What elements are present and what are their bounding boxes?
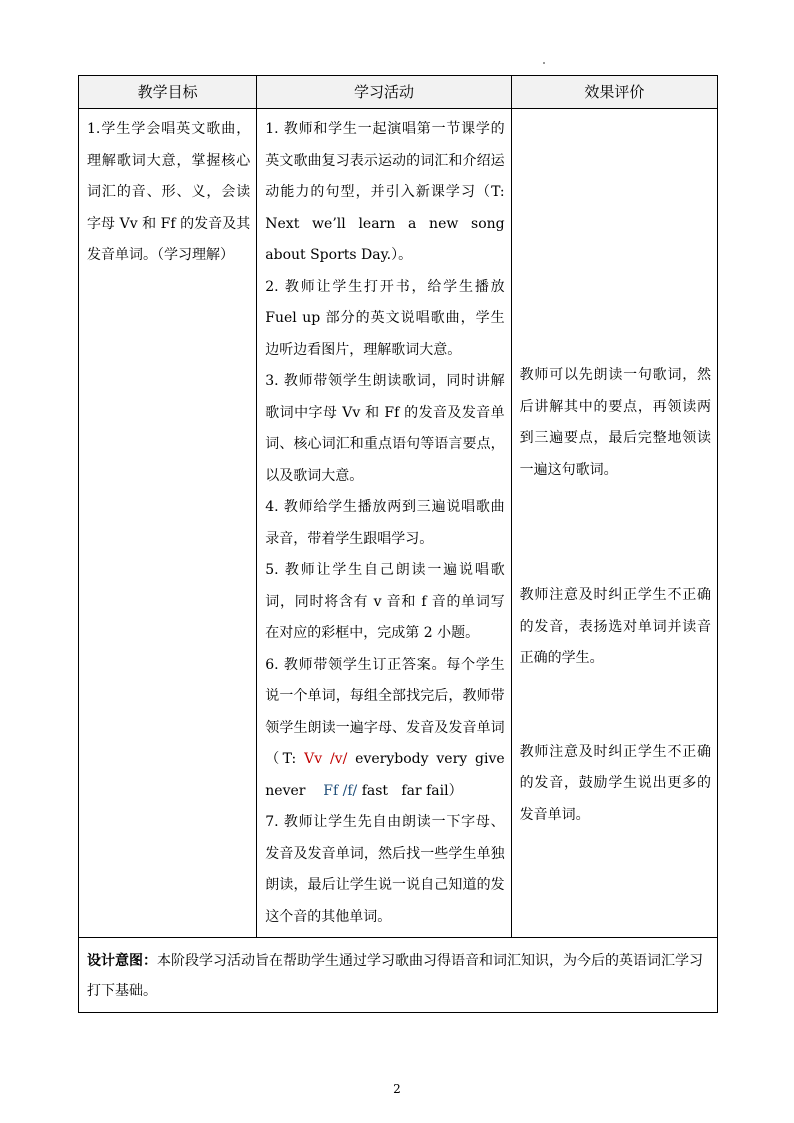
f-word-far: far	[401, 782, 422, 799]
lesson-plan-table	[78, 75, 718, 1013]
activity-2: 2. 教师让学生打开书，给学生播放 Fuel up 部分的英文说唱歌曲，学生边听边看图片，理解歌词大意。	[265, 278, 505, 358]
f-word-fast: fast	[361, 782, 389, 799]
header-objective: 教学目标	[79, 76, 257, 109]
activity-4: 4. 教师给学生播放两到三遍说唱歌曲录音，带着学生跟唱学习。	[265, 499, 505, 547]
scan-dot	[543, 62, 545, 64]
table-header-row	[79, 76, 718, 109]
evaluation-3: 教师注意及时纠正学生不正确的发音，鼓励学生说出更多的发音单词。	[519, 743, 711, 823]
table-body-row	[79, 109, 718, 938]
page-number: 2	[393, 1082, 401, 1096]
objective-cell	[79, 109, 257, 938]
activity-6-text: 6. 教师带领学生订正答案。每个学生说一个单词，每组全部找完后，教师带领学生朗读一遍字母、发音及发音单词（T:	[265, 656, 505, 767]
header-activities: 学习活动	[257, 76, 511, 109]
objective-text: 1.学生学会唱英文歌曲，理解歌词大意，掌握核心词汇的音、形、义，会读字母 Vv 和 Ff 的发音及其发音单词。（学习理解）	[87, 121, 251, 263]
activities-cell	[257, 109, 511, 938]
design-intent-cell	[79, 938, 718, 1013]
design-row	[79, 938, 718, 1013]
design-text: 本阶段学习活动旨在帮助学生通过学习歌曲习得语音和词汇知识，为今后的英语词汇学习打下基础。	[87, 953, 703, 999]
activity-5: 5. 教师让学生自己朗读一遍说唱歌词，同时将含有 v 音和 f 音的单词写在对应的彩框中，完成第 2 小题。	[265, 562, 505, 641]
activity-3: 3. 教师带领学生朗读歌词，同时讲解歌词中字母 Vv 和 Ff 的发音及发音单词、核心词汇和重点语句等语言要点，以及歌词大意。	[265, 373, 505, 484]
f-word-fail: fail	[426, 782, 449, 799]
evaluation-1: 教师可以先朗读一句歌词，然后讲解其中的要点，再领读两到三遍要点，最后完整地领读一遍这句歌词。	[519, 367, 711, 478]
activity-6-close: ）	[448, 782, 463, 799]
evaluation-2: 教师注意及时纠正学生不正确的发音，表扬选对单词并读音正确的学生。	[519, 587, 711, 666]
header-evaluation: 效果评价	[511, 76, 717, 109]
activity-7: 7. 教师让学生先自由朗读一下字母、发音及发音单词，然后找一些学生单独朗读，最后让学生说一说自己知道的发这个音的其他单词。	[265, 814, 505, 925]
activity-1: 1. 教师和学生一起演唱第一节课学的英文歌曲复习表示运动的词汇和介绍运动能力的句型，并引入新课学习（T: Next we’ll learn a new song about Sports Day.）。	[265, 121, 505, 263]
activity-6	[265, 650, 504, 808]
evaluation-cell	[511, 109, 717, 938]
design-label: 设计意图：	[87, 953, 157, 969]
v-letter-sound: Vv /v/	[304, 751, 348, 767]
f-letter-sound: Ff /f/	[323, 782, 358, 799]
v-words: everybody very give never	[265, 751, 505, 799]
